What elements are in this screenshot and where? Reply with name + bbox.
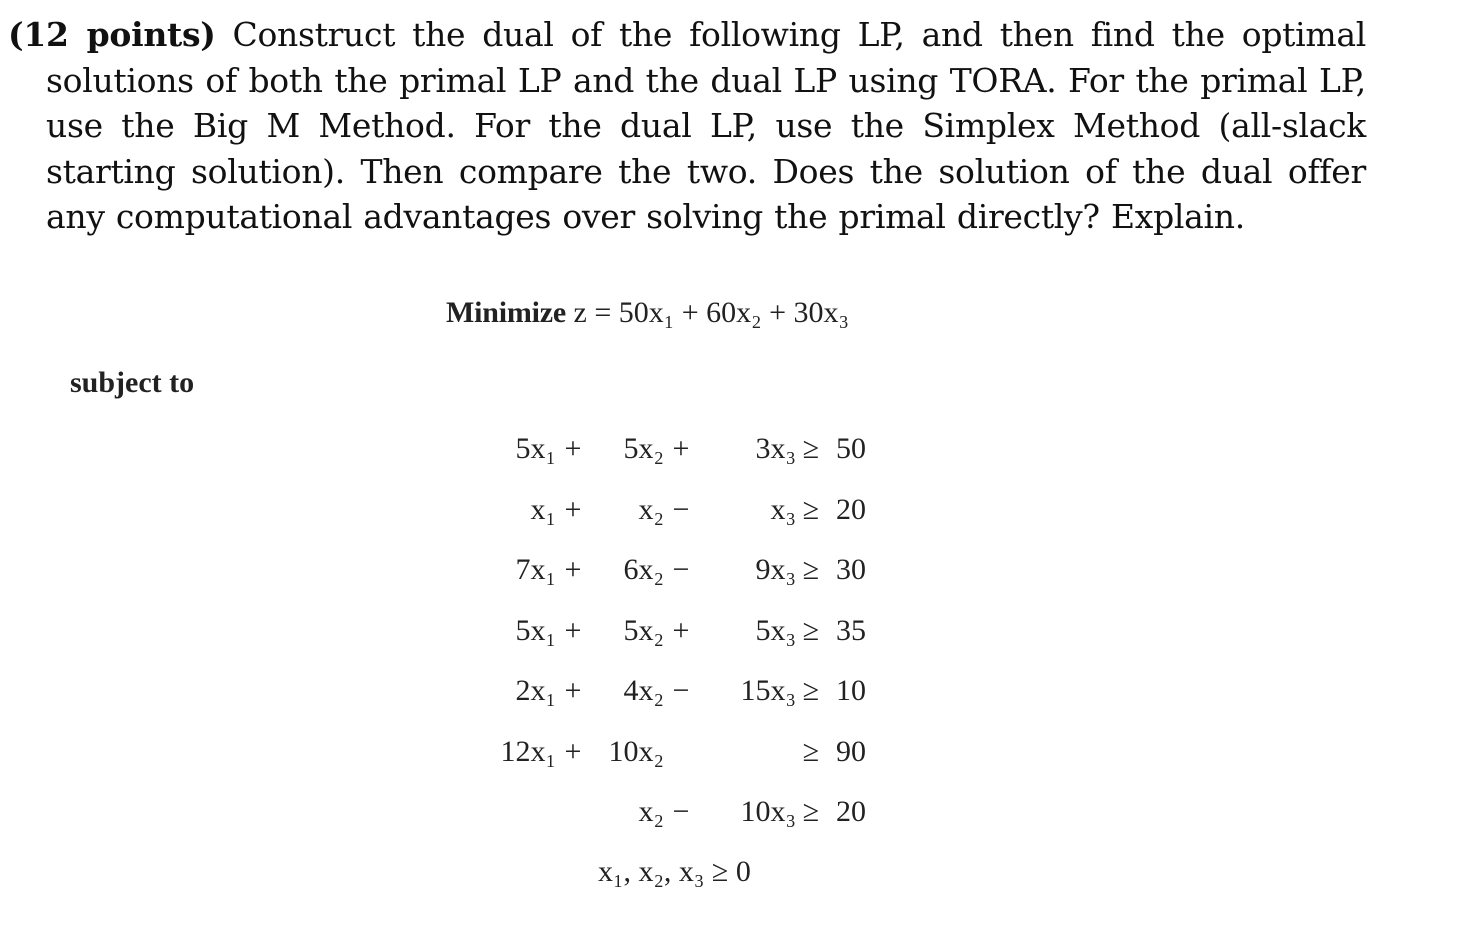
constraint-rhs: 20 (836, 795, 866, 828)
constraint-operator: − (672, 553, 690, 586)
problem-text: Construct the dual of the following LP, and then find the optimal solutions of both the primal LP and the dual LP using TORA. For the primal LP, use the Big M Method. For the dual LP, use the Simplex Method (all-slack starting solution). Then compare the two. Does the solution of the dual offer any computational advantages over solving the primal directly? Explain. (46, 15, 1366, 236)
constraint-operator: + (564, 432, 582, 465)
constraint-term: x₁ (530, 493, 556, 526)
problem-statement (8, 12, 1366, 240)
constraint-row-6 (452, 735, 866, 769)
constraint-rhs: 30 (836, 553, 866, 586)
constraint-operator: + (564, 614, 582, 647)
constraint-operator: − (672, 493, 690, 526)
constraint-term: 5x₂ (623, 432, 664, 465)
constraint-operator: + (564, 553, 582, 586)
points-label: (12 points) (8, 15, 216, 54)
constraint-term: 12x₁ (500, 735, 556, 768)
constraint-term: x₃ (770, 493, 796, 526)
constraint-term: 5x₂ (623, 614, 664, 647)
constraint-row-1 (452, 432, 866, 466)
constraint-rhs: 10 (836, 674, 866, 707)
nonnegativity-constraint: x₁, x₂, x₃ ≥ 0 (598, 855, 751, 888)
constraint-operator: + (672, 614, 690, 647)
constraint-operator: + (564, 493, 582, 526)
constraint-term: 10x₃ (740, 795, 796, 828)
constraint-relation: ≥ (802, 735, 820, 768)
constraint-term: 5x₁ (515, 432, 556, 465)
constraint-term: 15x₃ (740, 674, 796, 707)
constraint-term: 5x₁ (515, 614, 556, 647)
constraint-relation: ≥ (802, 674, 820, 707)
constraint-term: 2x₁ (515, 674, 556, 707)
constraint-operator: + (564, 674, 582, 707)
constraint-term: 4x₂ (623, 674, 664, 707)
constraint-row-5 (452, 674, 866, 708)
constraint-row-4 (452, 614, 866, 648)
constraint-term: 6x₂ (623, 553, 664, 586)
constraint-term: 9x₃ (755, 553, 796, 586)
constraint-operator: + (672, 432, 690, 465)
constraint-relation: ≥ (802, 432, 820, 465)
constraint-relation: ≥ (802, 553, 820, 586)
constraint-relation: ≥ (802, 795, 820, 828)
constraint-rhs: 90 (836, 735, 866, 768)
subject-to-label: subject to (70, 366, 195, 399)
objective-expression: z = 50x₁ + 60x₂ + 30x₃ (573, 296, 849, 329)
constraint-row-2 (452, 493, 866, 527)
constraint-rhs: 35 (836, 614, 866, 647)
objective-keyword: Minimize (446, 296, 567, 329)
constraint-rhs: 50 (836, 432, 866, 465)
constraint-term: x₂ (638, 493, 664, 526)
constraint-relation: ≥ (802, 493, 820, 526)
constraint-operator: − (672, 674, 690, 707)
constraint-term: 10x₂ (608, 735, 664, 768)
constraint-operator: + (564, 735, 582, 768)
constraint-operator: − (672, 795, 690, 828)
constraint-relation: ≥ (802, 614, 820, 647)
objective-function (446, 296, 849, 330)
constraint-rhs: 20 (836, 493, 866, 526)
constraint-term: 7x₁ (515, 553, 556, 586)
constraint-row-7 (452, 795, 866, 829)
constraint-term: 5x₃ (755, 614, 796, 647)
constraint-row-3 (452, 553, 866, 587)
constraint-term: x₂ (638, 795, 664, 828)
constraint-term: 3x₃ (755, 432, 796, 465)
